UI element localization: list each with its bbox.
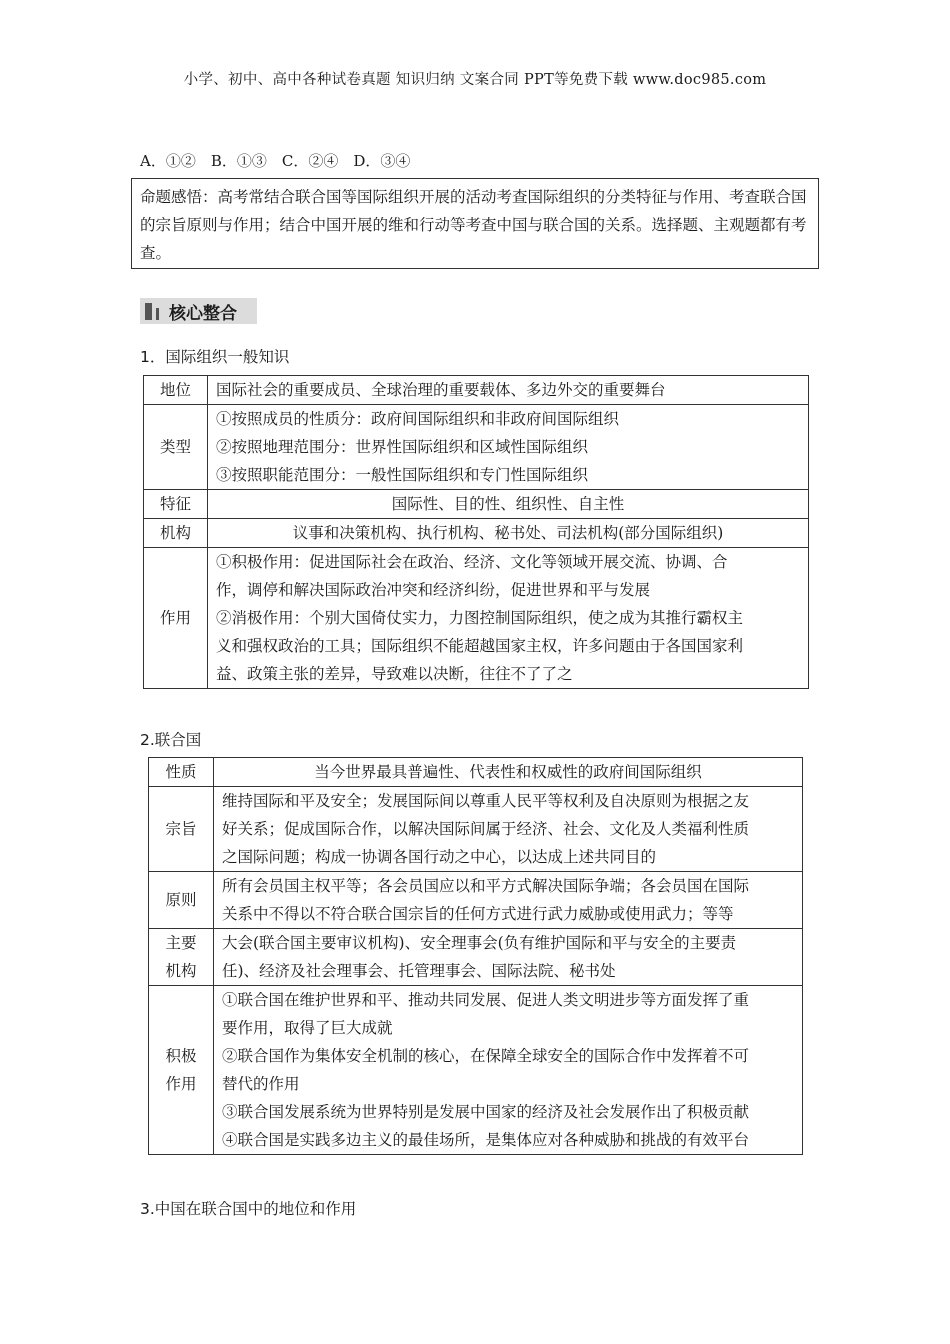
row-content-line: 国际性、目的性、组织性、自主性 <box>391 495 625 513</box>
part1-title: 1．国际组织一般知识 <box>140 348 290 366</box>
row-content <box>214 986 803 1155</box>
row-content <box>208 548 809 689</box>
row-key-line: 作用 <box>159 609 191 627</box>
row-content-line: ①积极作用：促进国际社会在政治、经济、文化等领域开展交流、协调、合 <box>216 553 728 571</box>
row-key-line: 机构 <box>165 962 197 980</box>
table-row <box>144 405 809 490</box>
row-content-line: ①按照成员的性质分：政府间国际组织和非政府间国际组织 <box>216 410 620 428</box>
table-row <box>149 787 803 872</box>
row-content-line: 维持国际和平及安全；发展国际间以尊重人民平等权利及自决原则为根据之友 <box>222 792 750 810</box>
row-key <box>144 490 208 519</box>
row-content-line: ②联合国作为集体安全机制的核心，在保障全球安全的国际合作中发挥着不可 <box>222 1047 750 1065</box>
table-row <box>149 872 803 929</box>
row-content-line: 义和强权政治的工具；国际组织不能超越国家主权，许多问题由于各国国家利 <box>216 637 744 655</box>
row-content-line: 所有会员国主权平等；各会员国应以和平方式解决国际争端；各会员国在国际 <box>222 877 750 895</box>
section-title: 核心整合 <box>169 303 237 324</box>
row-content <box>208 405 809 490</box>
row-content <box>214 758 803 787</box>
row-key-line: 作用 <box>165 1075 197 1093</box>
table-row <box>149 986 803 1155</box>
row-content-line: 议事和决策机构、执行机构、秘书处、司法机构(部分国际组织) <box>292 524 724 542</box>
banner-bar-icon <box>145 303 152 320</box>
page-header: 小学、初中、高中各种试卷真题 知识归纳 文案合同 PPT等免费下载 www.doc985.com <box>183 72 767 88</box>
row-content-line: 益、政策主张的差异，导致难以决断，往往不了了之 <box>216 665 573 683</box>
row-content-line: 关系中不得以不符合联合国宗旨的任何方式进行武力威胁或使用武力；等等 <box>222 905 734 923</box>
table-row <box>144 376 809 405</box>
row-key-line: 积极 <box>165 1047 197 1065</box>
row-key-line: 机构 <box>159 524 191 542</box>
row-content-line: ②消极作用：个别大国倚仗实力，力图控制国际组织，使之成为其推行霸权主 <box>216 609 744 627</box>
row-key-line: 原则 <box>165 891 197 909</box>
row-key <box>144 548 208 689</box>
row-content-line: 大会(联合国主要审议机构)、安全理事会(负有维护国际和平与安全的主要责 <box>222 934 737 952</box>
row-key-line: 性质 <box>165 763 197 781</box>
row-content <box>214 872 803 929</box>
table-row <box>144 519 809 548</box>
row-key-line: 地位 <box>159 381 191 399</box>
row-key-line: 类型 <box>159 438 191 456</box>
row-content <box>214 929 803 986</box>
row-content-line: 要作用，取得了巨大成就 <box>222 1019 393 1037</box>
table-row <box>144 490 809 519</box>
part3-title: 3.中国在联合国中的地位和作用 <box>140 1200 357 1218</box>
un-table <box>148 757 803 1155</box>
table-row <box>149 929 803 986</box>
row-key-line: 主要 <box>165 934 197 952</box>
table-row <box>144 548 809 689</box>
row-key <box>149 986 214 1155</box>
row-content-line: 之国际问题；构成一协调各国行动之中心，以达成上述共同目的 <box>222 848 657 866</box>
row-content-line: 作，调停和解决国际政治冲突和经济纠纷，促进世界和平与发展 <box>216 581 651 599</box>
row-content <box>208 376 809 405</box>
row-key <box>144 405 208 490</box>
row-key-line: 特征 <box>159 495 191 513</box>
answer-options: A．①② B．①③ C．②④ D．③④ <box>140 152 411 170</box>
insight-text: 高考常结合联合国等国际组织开展的活动考查国际组织的分类特征与作用、考查联合国的宗旨原则与作用；结合中国开展的维和行动等考查中国与联合国的关系。选择题、主观题都有考查。 <box>140 188 807 262</box>
row-key <box>144 376 208 405</box>
banner-bar-small-icon <box>156 308 159 320</box>
row-key <box>144 519 208 548</box>
intl-org-table <box>143 375 809 689</box>
row-content-line: ③按照职能范围分：一般性国际组织和专门性国际组织 <box>216 466 589 484</box>
row-key <box>149 758 214 787</box>
row-content <box>208 490 809 519</box>
row-content <box>214 787 803 872</box>
row-key-line: 宗旨 <box>165 820 197 838</box>
part2-title: 2.联合国 <box>140 731 202 749</box>
row-content-line: ④联合国是实践多边主义的最佳场所，是集体应对各种威胁和挑战的有效平台 <box>222 1131 750 1149</box>
row-content-line: ①联合国在维护世界和平、推动共同发展、促进人类文明进步等方面发挥了重 <box>222 991 750 1009</box>
row-content-line: 任)、经济及社会理事会、托管理事会、国际法院、秘书处 <box>222 962 616 980</box>
insight-box <box>131 178 819 269</box>
section-banner <box>140 298 257 324</box>
row-content-line: 国际社会的重要成员、全球治理的重要载体、多边外交的重要舞台 <box>216 381 666 399</box>
row-key <box>149 929 214 986</box>
insight-label: 命题感悟： <box>140 188 218 206</box>
row-content-line: 当今世界最具普遍性、代表性和权威性的政府间国际组织 <box>314 763 702 781</box>
row-content-line: ②按照地理范围分：世界性国际组织和区域性国际组织 <box>216 438 589 456</box>
row-content-line: ③联合国发展系统为世界特别是发展中国家的经济及社会发展作出了积极贡献 <box>222 1103 750 1121</box>
row-key <box>149 872 214 929</box>
row-content-line: 好关系；促成国际合作，以解决国际间属于经济、社会、文化及人类福利性质 <box>222 820 750 838</box>
row-key <box>149 787 214 872</box>
row-content-line: 替代的作用 <box>222 1075 300 1093</box>
table-row <box>149 758 803 787</box>
row-content <box>208 519 809 548</box>
